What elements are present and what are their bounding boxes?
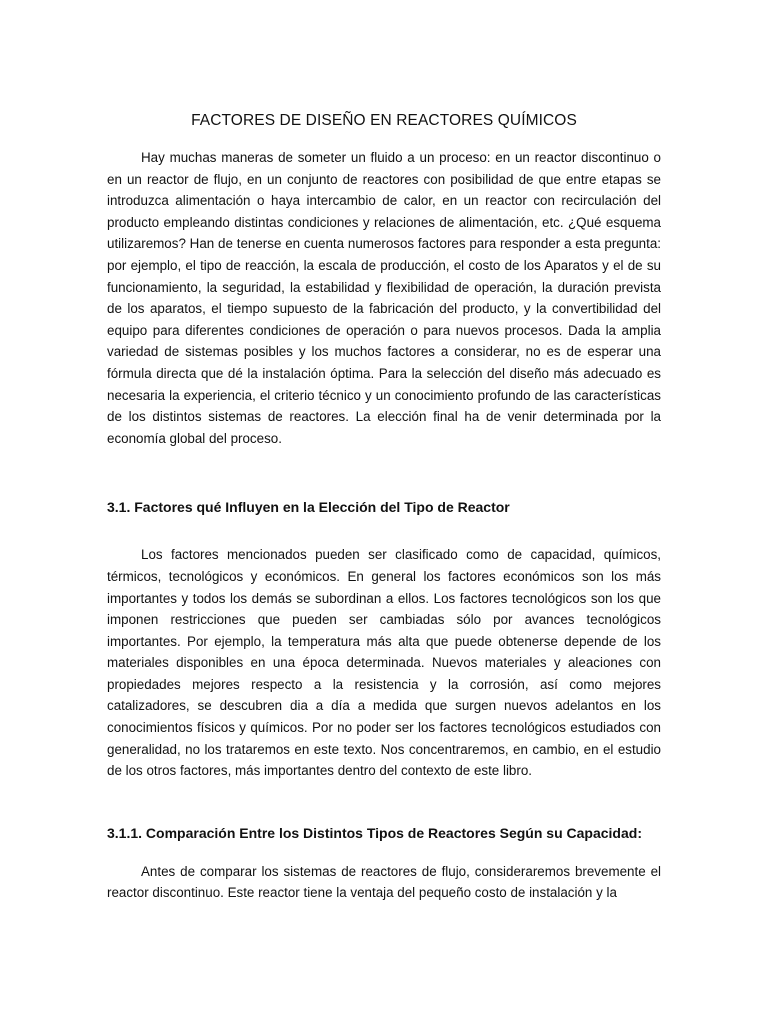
- section-3-1-heading: 3.1. Factores qué Influyen en la Elección del Tipo de Reactor: [107, 499, 510, 516]
- spacer: [107, 515, 661, 544]
- spacer: [107, 841, 661, 861]
- section-3-1-1-heading: 3.1.1. Comparación Entre los Distintos Tipos de Reactores Según su Capacidad:: [107, 824, 642, 841]
- section-3-1-paragraph: Los factores mencionados pueden ser clasificado como de capacidad, químicos, térmicos, tecnológicos y económicos. En general los factores económicos son los más importantes y todos los demás se subordinan a ellos. Los factores tecnológicos son los que imponen restricciones que pueden ser cambiadas sólo por avances tecnológicos importantes. Por ejemplo, la temperatura más alta que puede obtenerse depende de los materiales disponibles en una época determinada. Nuevos materiales y aleaciones con propiedades mejores respecto a la resistencia y la corrosión, así como mejores catalizadores, se descubren dia a día a medida que surgen nuevos adelantos en los conocimientos físicos y químicos. Por no poder ser los factores tecnológicos estudiados con generalidad, no los trataremos en este texto. Nos concentraremos, en cambio, en el estudio de los otros factores, más importantes dentro del contexto de este libro.: [107, 547, 661, 779]
- section-3-1-1-paragraph: Antes de comparar los sistemas de reactores de flujo, consideraremos brevemente el reactor discontinuo. Este reactor tiene la ventaja del pequeño costo de instalación y la: [107, 863, 661, 901]
- intro-paragraph: Hay muchas maneras de someter un fluido a un proceso: en un reactor discontinuo o en un reactor de flujo, en un conjunto de reactores con posibilidad de que entre etapas se introduzca alimentación o haya intercambio de calor, en un reactor con recirculación del producto empleando distintas condiciones y relaciones de alimentación, etc. ¿Qué esquema utilizaremos? Han de tenerse en cuenta numerosos factores para responder a esta pregunta: por ejemplo, el tipo de reacción, la escala de producción, el costo de los Aparatos y el de su funcionamiento, la seguridad, la estabilidad y flexibilidad de operación, la duración prevista de los aparatos, el tiempo supuesto de la fabricación del producto, y la convertibilidad del equipo para diferentes condiciones de operación o para nuevos procesos. Dada la amplia variedad de sistemas posibles y los muchos factores a considerar, no es de esperar una fórmula directa que dé la instalación óptima. Para la selección del diseño más adecuado es necesaria la experiencia, el criterio técnico y un conocimiento profundo de las características de los distintos sistemas de reactores. La elección final ha de venir determinada por la economía global del proceso.: [107, 150, 661, 446]
- document-title: FACTORES DE DISEÑO EN REACTORES QUÍMICOS: [191, 112, 577, 129]
